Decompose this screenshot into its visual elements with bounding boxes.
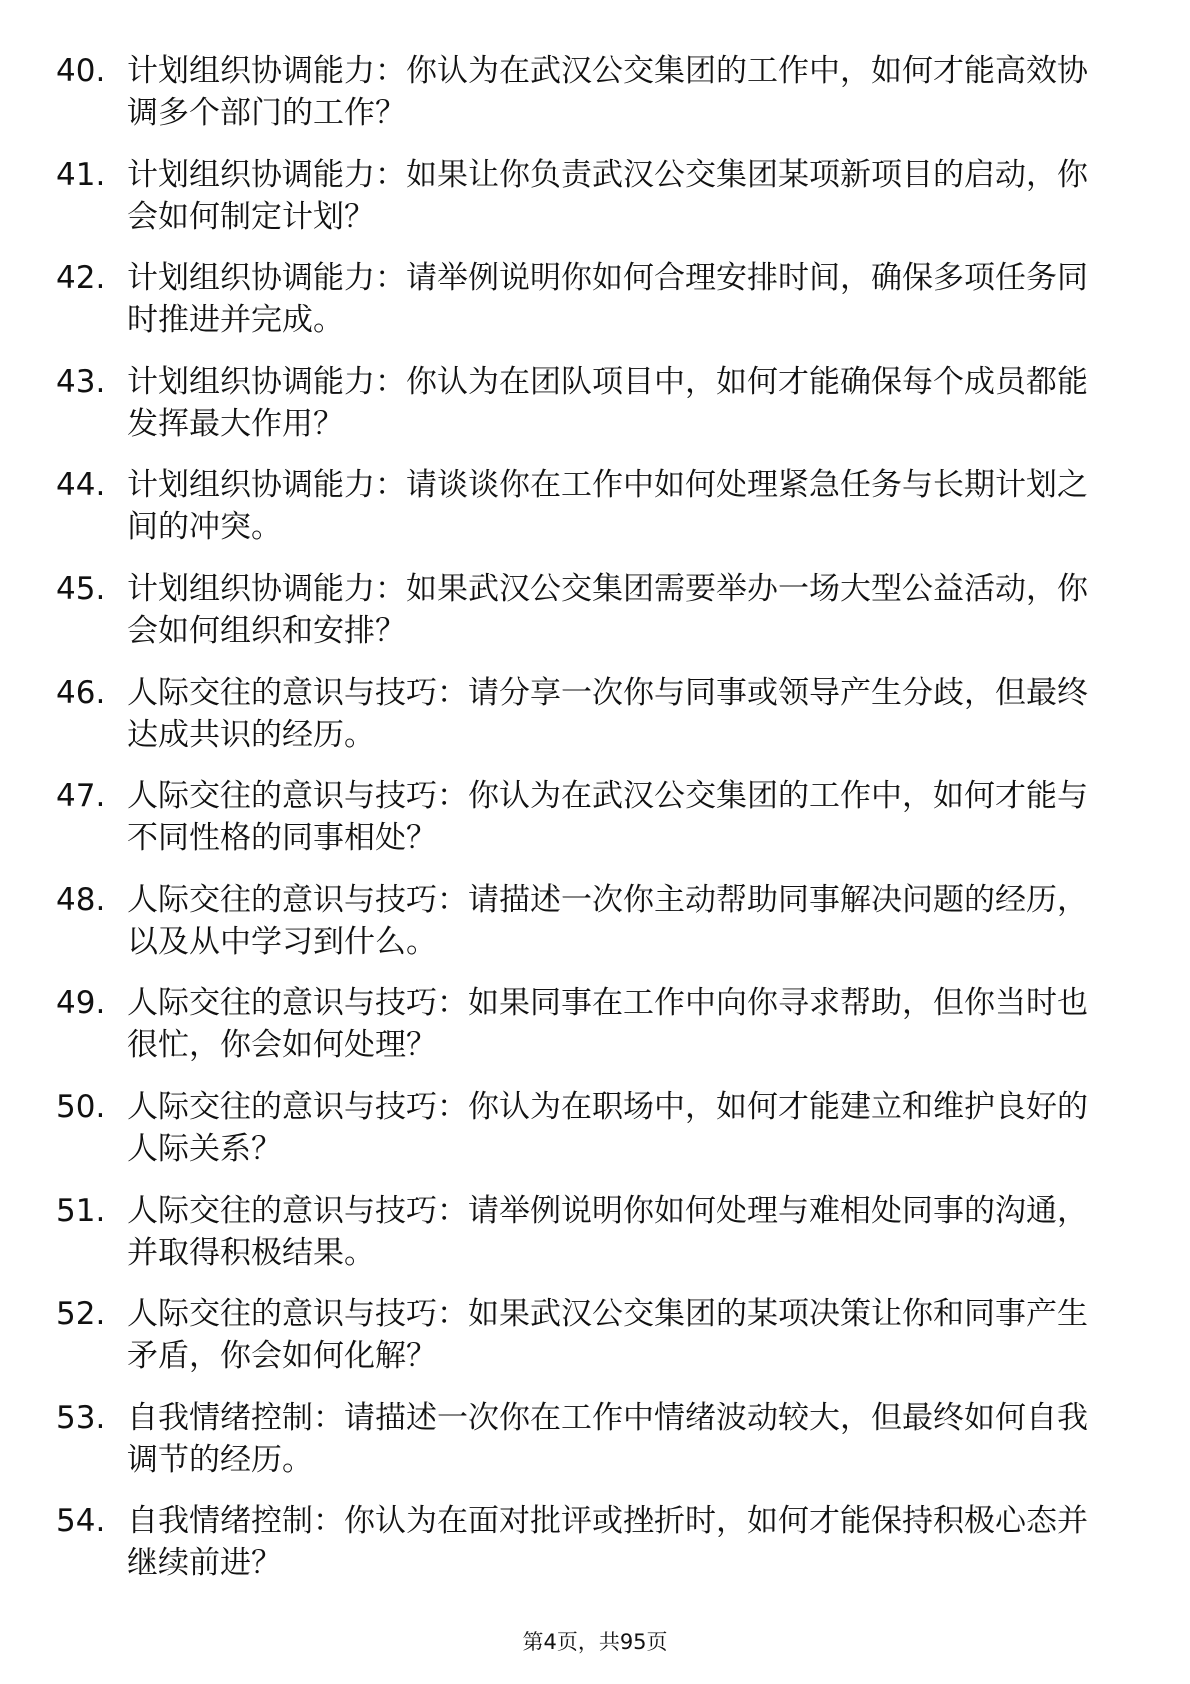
question-text: 人际交往的意识与技巧：请描述一次你主动帮助同事解决问题的经历，以及从中学习到什么。 [127, 881, 1088, 960]
question-text: 自我情绪控制：你认为在面对批评或挫折时，如何才能保持积极心态并继续前进？ [127, 1503, 1088, 1582]
question-number: 40. [56, 53, 106, 89]
question-number: 44. [56, 467, 106, 504]
question-text: 人际交往的意识与技巧：请分享一次你与同事或领导产生分歧，但最终达成共识的经历。 [127, 674, 1088, 753]
question-list [0, 50, 1190, 1604]
question-number: 49. [56, 985, 106, 1022]
question-number: 46. [56, 674, 106, 711]
question-text: 计划组织协调能力：请举例说明你如何合理安排时间，确保多项任务同时推进并完成。 [127, 260, 1088, 339]
question-text: 计划组织协调能力：如果让你负责武汉公交集团某项新项目的启动，你会如何制定计划？ [127, 156, 1088, 235]
question-number: 42. [56, 260, 106, 297]
question-number: 50. [56, 1088, 106, 1125]
question-number: 52. [56, 1296, 106, 1333]
question-number: 41. [56, 156, 106, 193]
question-number: 53. [56, 1399, 106, 1436]
list-item [0, 464, 1190, 550]
list-item [0, 568, 1190, 654]
question-text: 计划组织协调能力：如果武汉公交集团需要举办一场大型公益活动，你会如何组织和安排？ [127, 570, 1088, 649]
question-number: 48. [56, 881, 106, 918]
question-text: 人际交往的意识与技巧：你认为在职场中，如何才能建立和维护良好的人际关系？ [127, 1088, 1088, 1167]
list-item [0, 1500, 1190, 1586]
question-number: 43. [56, 363, 106, 400]
question-text: 人际交往的意识与技巧：如果同事在工作中向你寻求帮助，但你当时也很忙，你会如何处理？ [127, 985, 1088, 1064]
question-number: 45. [56, 570, 106, 607]
list-item [0, 361, 1190, 447]
list-item [0, 1397, 1190, 1483]
question-text: 计划组织协调能力：你认为在武汉公交集团的工作中，如何才能高效协调多个部门的工作？ [127, 53, 1088, 131]
question-number: 47. [56, 778, 106, 815]
list-item [0, 672, 1190, 758]
question-text: 人际交往的意识与技巧：如果武汉公交集团的某项决策让你和同事产生矛盾，你会如何化解？ [127, 1296, 1088, 1375]
list-item [0, 982, 1190, 1068]
page-footer: 第4页，共95页 [522, 1630, 668, 1654]
question-number: 54. [56, 1503, 106, 1540]
list-item [0, 1086, 1190, 1172]
list-item [0, 154, 1190, 240]
list-item [0, 257, 1190, 343]
question-text: 人际交往的意识与技巧：你认为在武汉公交集团的工作中，如何才能与不同性格的同事相处？ [127, 778, 1088, 857]
list-item [0, 775, 1190, 861]
question-text: 计划组织协调能力：你认为在团队项目中，如何才能确保每个成员都能发挥最大作用？ [127, 363, 1088, 442]
question-text: 人际交往的意识与技巧：请举例说明你如何处理与难相处同事的沟通，并取得积极结果。 [127, 1192, 1088, 1271]
list-item [0, 50, 1190, 136]
list-item [0, 879, 1190, 965]
list-item [0, 1190, 1190, 1276]
question-text: 自我情绪控制：请描述一次你在工作中情绪波动较大，但最终如何自我调节的经历。 [127, 1399, 1088, 1478]
question-text: 计划组织协调能力：请谈谈你在工作中如何处理紧急任务与长期计划之间的冲突。 [127, 467, 1088, 546]
list-item [0, 1293, 1190, 1379]
question-number: 51. [56, 1192, 106, 1229]
